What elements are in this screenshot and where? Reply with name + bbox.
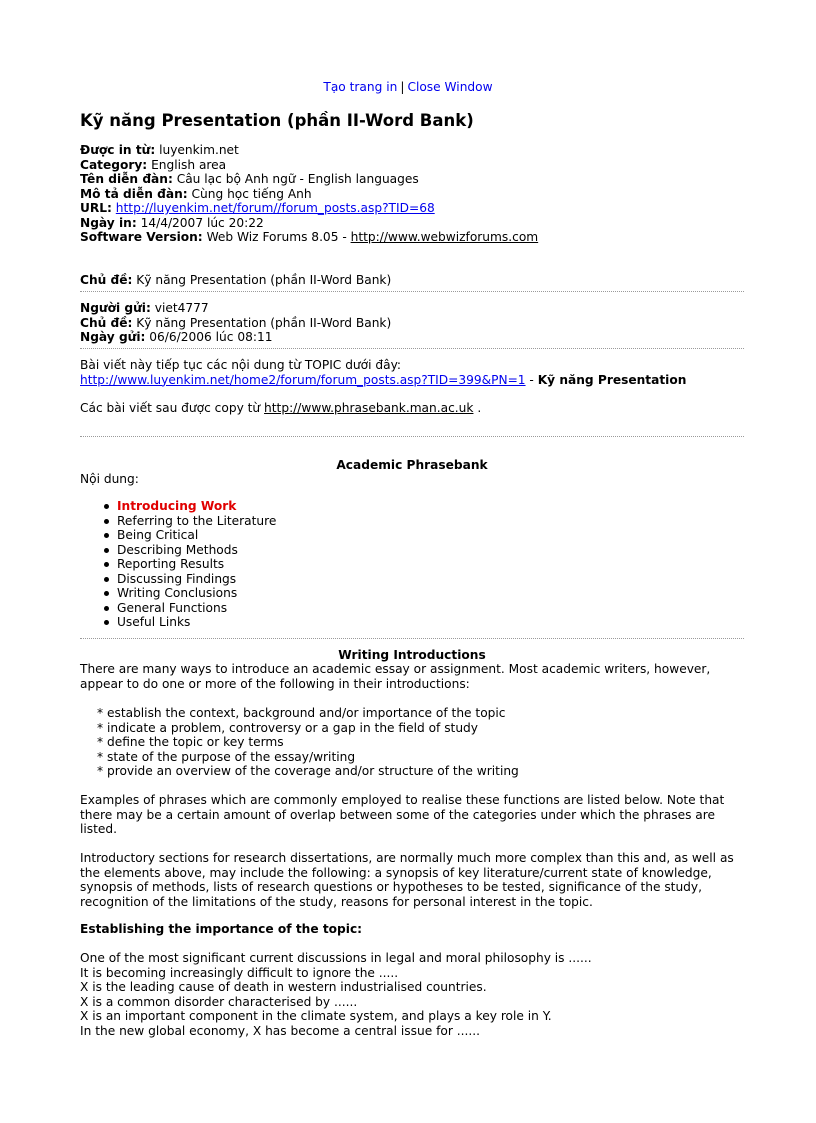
divider: [80, 638, 744, 639]
divider: [80, 348, 744, 349]
toc-item-label: Being Critical: [117, 528, 199, 542]
toc-item[interactable]: [104, 514, 276, 529]
bullet-icon: [104, 504, 109, 509]
subject-label: Chủ đề:: [80, 315, 133, 330]
bullet-icon: [104, 562, 109, 567]
toc-item-label: Introducing Work: [117, 499, 237, 513]
function-list: [97, 706, 519, 779]
phrasebank-link[interactable]: http://www.phrasebank.man.ac.uk: [264, 401, 474, 415]
function-item: * establish the context, background and/or importance of the topic: [97, 706, 506, 720]
phrase-line: X is the leading cause of death in western industrialised countries.: [80, 980, 487, 994]
author-value: viet4777: [154, 301, 209, 315]
post-intro: [80, 358, 744, 387]
toc-item-label: Describing Methods: [117, 542, 238, 557]
bullet-icon: [104, 519, 109, 524]
phrase-line: One of the most significant current discussions in legal and moral philosophy is ......: [80, 951, 592, 965]
toc-item[interactable]: [104, 615, 276, 630]
para-line: Introductory sections for research dissertations, are normally much more complex than this and, as well as: [80, 851, 734, 865]
subject-value: Kỹ năng Presentation (phần II-Word Bank): [136, 315, 392, 330]
para-line: Examples of phrases which are commonly employed to realise these functions are listed below. Note that: [80, 793, 725, 807]
divider: [80, 436, 744, 437]
print-link[interactable]: Tạo trang in: [323, 80, 398, 94]
topic-label: Chủ đề:: [80, 273, 133, 287]
post-date-value: 06/6/2006 lúc 08:11: [149, 330, 273, 344]
para-line: There are many ways to introduce an academic essay or assignment. Most academic writers, however,: [80, 662, 711, 676]
print-date-value: 14/4/2007 lúc 20:22: [140, 215, 264, 230]
author-label: Người gửi:: [80, 301, 151, 315]
toc-item-label: Reporting Results: [117, 557, 225, 571]
phrase-line: X is an important component in the climate system, and plays a key role in Y.: [80, 1009, 552, 1023]
para-line: there may be a certain amount of overlap between some of the categories under which the phrases are: [80, 807, 716, 822]
para-line: listed.: [80, 822, 118, 836]
software-label: Software Version:: [80, 230, 203, 244]
toc-item[interactable]: [104, 528, 276, 543]
print-date-label: Ngày in:: [80, 215, 137, 230]
link-separator: |: [400, 80, 405, 94]
toc-item-label: Discussing Findings: [117, 571, 237, 586]
topic-url-link[interactable]: http://luyenkim.net/forum//forum_posts.asp?TID=68: [115, 201, 435, 215]
subheading: Establishing the importance of the topic:: [80, 922, 363, 936]
toc-item-label: Writing Conclusions: [117, 586, 238, 600]
para-line: recognition of the limitations of the study, reasons for personal interest in the topic.: [80, 894, 593, 909]
contents-label: Nội dung:: [80, 472, 139, 486]
phrasebank-title: Academic Phrasebank: [336, 458, 488, 472]
phrase-list: [80, 951, 744, 1038]
para-line: appear to do one or more of the following in their introductions:: [80, 676, 470, 691]
function-item: * provide an overview of the coverage and/or structure of the writing: [97, 764, 519, 778]
previous-topic-title: Kỹ năng Presentation: [537, 372, 687, 387]
topic-line: [80, 273, 744, 288]
prev-dash: -: [525, 372, 538, 387]
function-item: * indicate a problem, controversy or a gap in the field of study: [97, 720, 479, 735]
phrase-line: X is a common disorder characterised by ......: [80, 994, 358, 1009]
section-title: Writing Introductions: [338, 648, 486, 662]
software-value: Web Wiz Forums 8.05 -: [206, 230, 351, 244]
top-links: [0, 80, 816, 95]
section-para3: [80, 851, 744, 909]
divider: [80, 291, 744, 292]
copy-suffix: .: [473, 401, 482, 415]
topic-value: Kỹ năng Presentation (phần II-Word Bank): [136, 273, 392, 287]
bullet-icon: [104, 577, 109, 582]
phrase-line: In the new global economy, X has become a central issue for ......: [80, 1023, 480, 1038]
bullet-icon: [104, 591, 109, 596]
toc-item-label: Useful Links: [117, 615, 191, 629]
post-date-label: Ngày gửi:: [80, 330, 146, 344]
bullet-icon: [104, 606, 109, 611]
toc-item[interactable]: [104, 601, 276, 616]
forum-value: Câu lạc bộ Anh ngữ - English languages: [176, 172, 419, 186]
para-line: the elements above, may include the following: a synopsis of key literature/current state of knowledge,: [80, 865, 712, 880]
phrase-line: It is becoming increasingly difficult to ignore the .....: [80, 965, 399, 980]
section-para2: [80, 793, 744, 837]
function-item: * state of the purpose of the essay/writing: [97, 749, 356, 764]
forum-desc-label: Mô tả diễn đàn:: [80, 186, 188, 201]
toc-item[interactable]: [104, 543, 276, 558]
category-value: English area: [151, 157, 227, 172]
meta-block: [80, 143, 744, 245]
forum-desc-value: Cùng học tiếng Anh: [191, 186, 312, 201]
bullet-icon: [104, 533, 109, 538]
function-item: * define the topic or key terms: [97, 735, 284, 749]
toc-item[interactable]: [104, 499, 276, 514]
software-url-link[interactable]: http://www.webwizforums.com: [350, 230, 539, 244]
category-label: Category:: [80, 157, 148, 172]
copy-source-line: [80, 401, 744, 416]
previous-topic-link[interactable]: http://www.luyenkim.net/home2/forum/forum_posts.asp?TID=399&PN=1: [80, 372, 526, 387]
section-para1: [80, 662, 744, 691]
post-header: [80, 301, 744, 345]
toc-item-label: General Functions: [117, 600, 228, 615]
para-line: synopsis of methods, lists of research questions or hypotheses to be tested, significance of the study,: [80, 880, 702, 894]
page-title: Kỹ năng Presentation (phần II-Word Bank): [80, 111, 474, 130]
copy-prefix: Các bài viết sau được copy từ: [80, 401, 265, 415]
toc-item[interactable]: [104, 557, 276, 572]
forum-label: Tên diễn đàn:: [80, 172, 173, 186]
toc-item[interactable]: [104, 572, 276, 587]
contents-list: [104, 499, 276, 630]
toc-item[interactable]: [104, 586, 276, 601]
url-label: URL:: [80, 201, 112, 215]
bullet-icon: [104, 548, 109, 553]
printed-from-label: Được in từ:: [80, 143, 156, 157]
bullet-icon: [104, 620, 109, 625]
toc-item-label: Referring to the Literature: [117, 513, 277, 528]
printed-from-value: luyenkim.net: [159, 143, 239, 157]
close-window-link[interactable]: Close Window: [407, 80, 493, 94]
intro-line: Bài viết này tiếp tục các nội dung từ TOPIC dưới đây:: [80, 358, 402, 372]
